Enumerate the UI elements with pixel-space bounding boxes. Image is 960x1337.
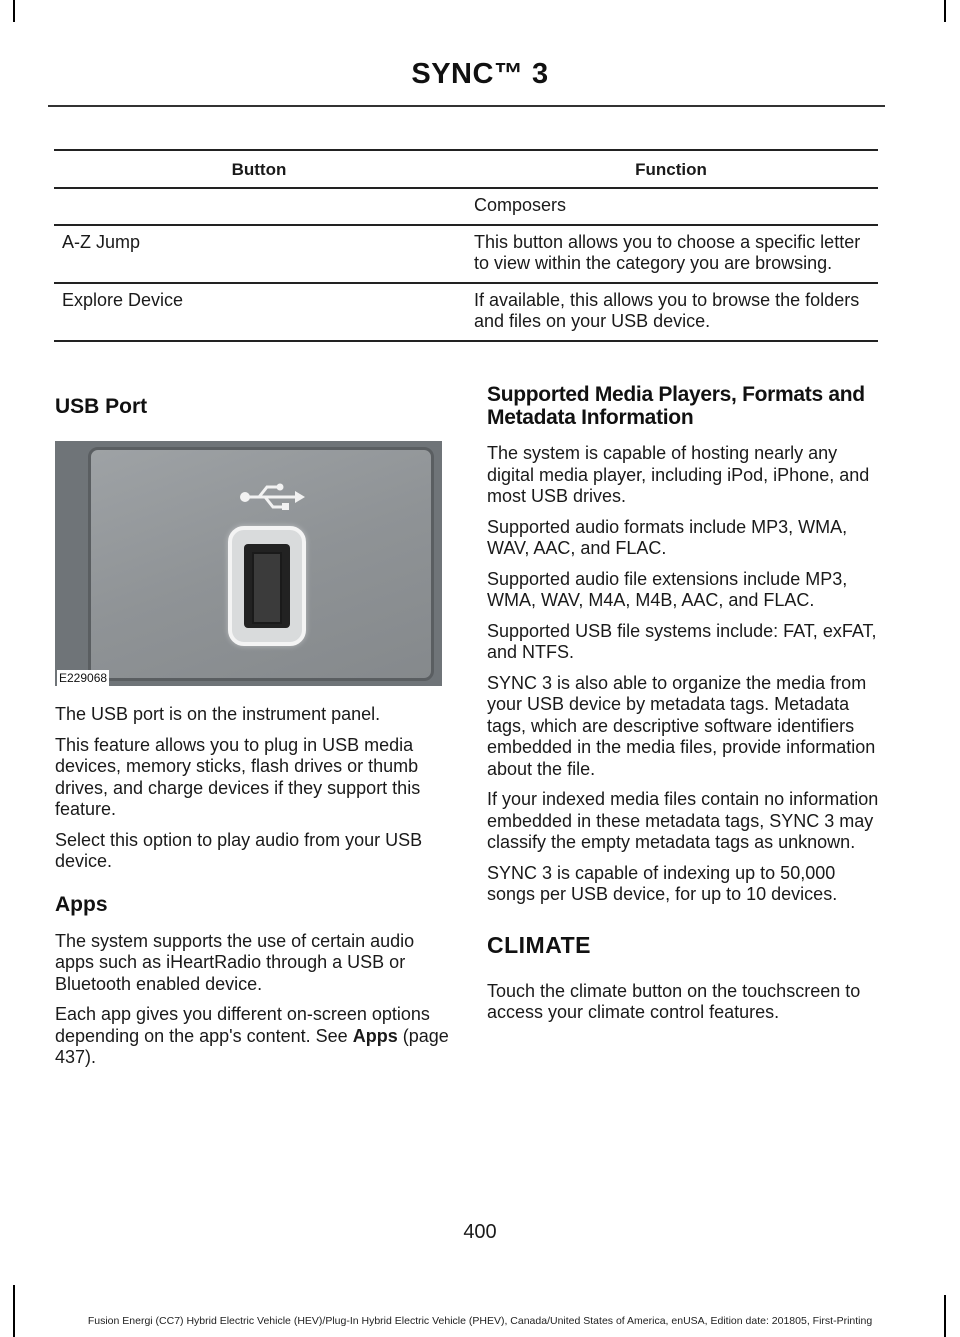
media-heading: Supported Media Players, Formats and Metadata Information bbox=[487, 383, 865, 429]
apps-paragraph bbox=[55, 1004, 450, 1069]
usb-port-socket bbox=[228, 526, 306, 646]
apps-page-reference: (page 437). bbox=[55, 1025, 449, 1067]
apps-heading: Apps bbox=[55, 892, 108, 916]
climate-paragraph: Touch the climate button on the touchscreen to access your climate control features. bbox=[487, 980, 861, 1022]
media-paragraph: SYNC 3 is capable of indexing up to 50,000 songs per USB device, for up to 10 devices. bbox=[487, 862, 838, 904]
column-header-function: Function bbox=[464, 150, 878, 188]
media-paragraph: SYNC 3 is also able to organize the media from your USB device by metadata tags. Metadata tags, which are descriptive software identifiers embedded in the media files, provide information about the file. bbox=[487, 672, 876, 779]
climate-heading: CLIMATE bbox=[487, 931, 592, 958]
figure-id: E229068 bbox=[59, 671, 108, 685]
button-function-table bbox=[54, 149, 878, 342]
usb-port-heading: USB Port bbox=[55, 395, 148, 418]
table-cell-function: Composers bbox=[464, 188, 878, 225]
page-header-title: SYNC™ 3 bbox=[411, 58, 549, 90]
table-row bbox=[54, 283, 878, 341]
table-cell-button: A-Z Jump bbox=[54, 225, 464, 283]
usb-paragraph: This feature allows you to plug in USB media devices, memory sticks, flash drives or thumb drives, and charge devices if they support this feature. bbox=[55, 734, 421, 819]
usb-port-opening bbox=[244, 544, 290, 628]
usb-icon bbox=[239, 482, 309, 512]
usb-paragraph: Select this option to play audio from your USB device. bbox=[55, 829, 423, 871]
usb-paragraph: The USB port is on the instrument panel. bbox=[55, 704, 381, 724]
page-footer: Fusion Energi (CC7) Hybrid Electric Vehicle (HEV)/Plug-In Hybrid Electric Vehicle (PHEV), Canada/United States of America, enUSA, Edition date: 201805, First-Printing bbox=[87, 1315, 873, 1327]
right-column bbox=[487, 383, 882, 1033]
usb-port-figure bbox=[55, 441, 442, 686]
table-cell-function: This button allows you to choose a specific letter to view within the category you are browsing. bbox=[464, 225, 878, 283]
apps-cross-reference-link[interactable]: Apps bbox=[352, 1025, 398, 1046]
usb-panel-illustration bbox=[88, 447, 434, 681]
media-paragraph: Supported USB file systems include: FAT, exFAT, and NTFS. bbox=[487, 620, 877, 662]
media-paragraph: If your indexed media files contain no information embedded in these metadata tags, SYNC 3 may classify the empty metadata tags as unknown. bbox=[487, 789, 879, 852]
apps-paragraph-text: Each app gives you different on-screen options depending on the app's content. See bbox=[55, 1004, 430, 1046]
crop-mark-bottom-left bbox=[13, 1285, 15, 1337]
table-row bbox=[54, 225, 878, 283]
media-paragraph: The system is capable of hosting nearly any digital media player, including iPod, iPhone, and most USB drives. bbox=[487, 443, 870, 506]
apps-paragraph: The system supports the use of certain audio apps such as iHeartRadio through a USB or Bluetooth enabled device. bbox=[55, 930, 415, 994]
left-column bbox=[55, 390, 450, 1078]
header-rule bbox=[48, 105, 885, 107]
usb-port-tongue bbox=[252, 552, 282, 624]
media-paragraph: Supported audio formats include MP3, WMA, WAV, AAC, and FLAC. bbox=[487, 516, 848, 558]
media-paragraph: Supported audio file extensions include MP3, WMA, WAV, M4A, M4B, AAC, and FLAC. bbox=[487, 568, 848, 610]
crop-mark-top-left bbox=[13, 0, 15, 22]
page-number: 400 bbox=[463, 1221, 497, 1243]
column-header-button: Button bbox=[54, 150, 464, 188]
crop-mark-top-right bbox=[944, 0, 946, 22]
table-cell-button bbox=[54, 188, 464, 225]
table-cell-button: Explore Device bbox=[54, 283, 464, 341]
table-cell-function: If available, this allows you to browse the folders and files on your USB device. bbox=[464, 283, 878, 341]
table-header-row bbox=[54, 150, 878, 188]
table-row bbox=[54, 188, 878, 225]
